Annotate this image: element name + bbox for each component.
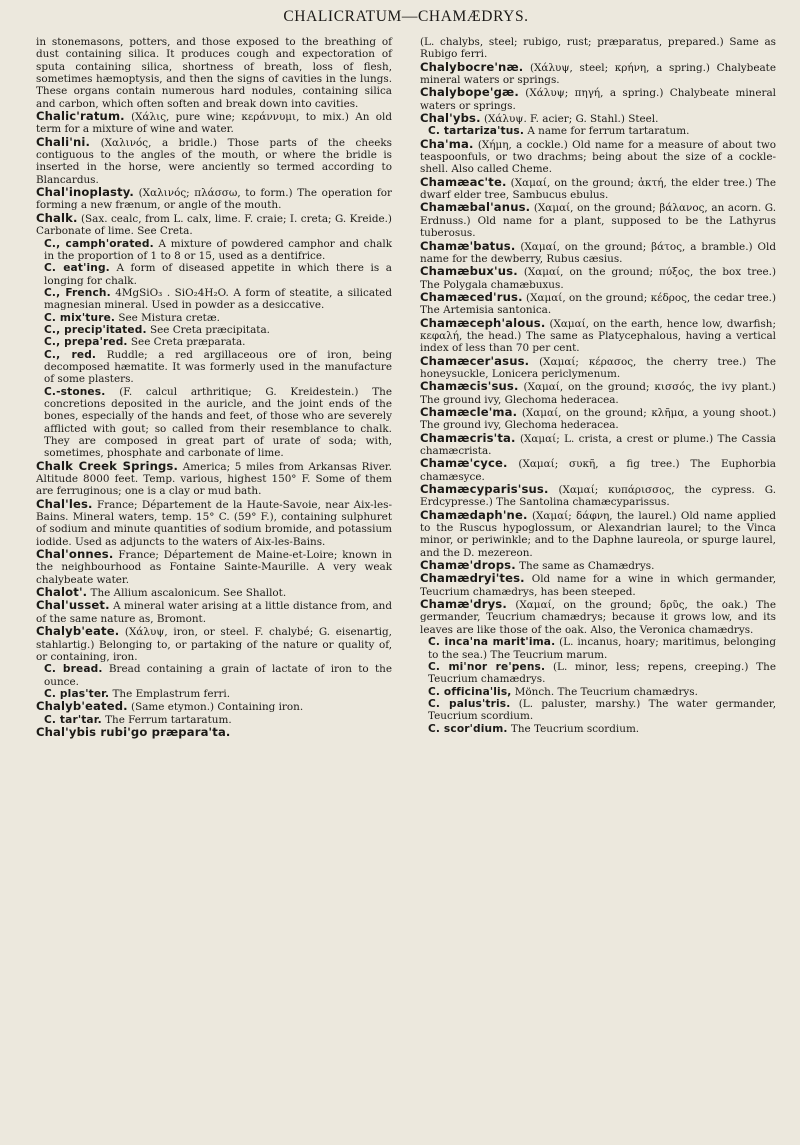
entry-headword: Chamæbux'us. <box>420 264 518 279</box>
entry-definition: A name for ferrum tartaratum. <box>527 125 690 138</box>
entry-definition: 4MgSiO₃ . SiO₂4H₂O. A form of steatite, a silicated magnesian mineral. Used in powder as a desiccative. <box>44 286 392 312</box>
entry-headword: Chamæcyparis'sus. <box>420 482 549 497</box>
entry-definition: (Χάλις, pure wine; κεράννυμι, to mix.) An old term for a mixture of wine and water. <box>36 111 392 136</box>
dictionary-entry <box>420 406 776 432</box>
entry-definition: (Χαλινός, a bridle.) Those parts of the cheeks contiguous to the angles of the mouth, or where the bridle is inserted in the horse, were anciently so termed according to Blancardus. <box>36 136 392 186</box>
entry-headword: Chamæ'drys. <box>420 597 507 612</box>
entry-definition: The Ferrum tartaratum. <box>105 713 232 726</box>
entry-headword: Chamæcle'ma. <box>420 404 518 419</box>
dictionary-entry <box>420 291 776 317</box>
dictionary-entry <box>36 212 392 238</box>
dictionary-entry <box>420 698 776 723</box>
entry-headword: Chal'ybis rubi'go præpara'ta. <box>36 724 231 739</box>
right-column <box>420 36 776 739</box>
entry-definition: Old name for a wine in which germander, Teucrium chamædrys, has been steeped. <box>420 573 776 598</box>
entry-headword: Chamæ'drops. <box>420 558 516 573</box>
entry-definition: France; Département de la Haute-Savoie, near Aix-les-Bains. Mineral waters, temp. 15° C. (59° F.), containing sulphuret of sodium and minute quantities of sodium bromide, and potassium iodide. Used as adjuncts to the waters of Aix-les-Bains. <box>36 498 392 548</box>
entry-headword: Chamæ'cyce. <box>420 456 508 471</box>
dictionary-entry <box>420 559 776 572</box>
dictionary-entry <box>36 238 392 263</box>
entry-headword: C., red. <box>44 348 97 361</box>
dictionary-entry <box>36 186 392 212</box>
dictionary-entry <box>36 349 392 386</box>
entry-headword: Chal'les. <box>36 496 93 511</box>
entry-definition: A mixture of powdered camphor and chalk in the proportion of 1 to 8 or 15, used as a dentifrice. <box>44 237 393 262</box>
dictionary-entry <box>36 324 392 336</box>
entry-definition: (Χαμαί; κέρασος, the cherry tree.) The honeysuckle, Lonicera periclymenum. <box>420 355 776 380</box>
entry-definition: (Χάλυψ; πηγή, a spring.) Chalybeate mineral waters or springs. <box>420 87 776 112</box>
entry-headword: C.-stones. <box>44 385 106 398</box>
entry-definition: The Teucrium scordium. <box>510 722 640 735</box>
dictionary-entry <box>36 663 392 688</box>
dictionary-entry <box>36 726 392 739</box>
entry-headword: Chamæced'rus. <box>420 289 523 304</box>
entry-definition: The same as Chamædrys. <box>519 560 655 573</box>
dictionary-entry <box>36 287 392 312</box>
entry-headword: C. palus'tris. <box>428 697 511 710</box>
entry-definition: (Same etymon.) Containing iron. <box>131 701 304 714</box>
dictionary-entry <box>36 36 392 110</box>
entry-definition: (Sax. cealc, from L. calx, lime. F. craie; I. creta; G. Kreide.) Carbonate of lime. See Creta. <box>36 212 392 238</box>
entry-definition: (Χάλυψ, iron, or steel. F. chalybé; G. eisenartig, stahlartig.) Belonging to, or partaking of the nature or quality of, or containing, iron. <box>36 626 392 663</box>
entry-definition: (Χαμαί, on the ground; βάλανος, an acorn. G. Erdnuss.) Old name for a plant, supposed to be the Lathyrus tuberosus. <box>420 202 777 240</box>
entry-headword: Chamædryi'tes. <box>420 571 525 586</box>
dictionary-entry <box>420 636 776 661</box>
entry-definition: (F. calcul arthritique; G. Kreidestein.) The concretions deposited in the auricle, and the joint ends of the bones, especially of the hands and feet, of those who are severely afflicted with gout; so called from their resemblance to chalk. They are composed in great part of urate of soda; with, sometimes, phosphate and carbonate of lime. <box>44 385 392 460</box>
dictionary-entry <box>420 317 776 355</box>
entry-headword: Cha'ma. <box>420 136 474 151</box>
entry-headword: Chamædaph'ne. <box>420 507 528 522</box>
dictionary-entry <box>420 457 776 483</box>
entry-definition: (Χαμαί, on the ground; βάτος, a bramble.) Old name for the dewberry, Rubus cæsius. <box>420 240 777 265</box>
entry-headword: Chalybocre'næ. <box>420 59 524 74</box>
entry-headword: Chalic'ratum. <box>36 109 125 124</box>
entry-definition: The Allium ascalonicum. See Shallot. <box>90 587 287 600</box>
dictionary-entry <box>36 586 392 599</box>
dictionary-entry <box>420 572 776 598</box>
entry-definition: The Emplastrum ferri. <box>112 687 231 700</box>
entry-definition: (L. chalybs, steel; rubigo, rust; præparatus, prepared.) Same as Rubigo ferri. <box>420 36 776 61</box>
entry-definition: (Χάλυψ, steel; κρήνη, a spring.) Chalybeate mineral waters or springs. <box>420 61 776 87</box>
entry-headword: Chalot'. <box>36 585 88 600</box>
entry-definition: (Χαμαί; L. crista, a crest or plume.) The Cassia chamæcrista. <box>420 432 776 457</box>
entry-headword: C. eat'ing. <box>44 262 110 275</box>
entry-definition: (Χάλυψ. F. acier; G. Stahl.) Steel. <box>483 113 659 126</box>
entry-definition: (L. paluster, marshy.) The water germander, Teucrium scordium. <box>428 697 776 723</box>
entry-headword: C. mi'nor re'pens. <box>428 660 546 673</box>
dictionary-entry <box>36 460 392 498</box>
dictionary-entry <box>36 110 392 136</box>
dictionary-entry <box>420 176 776 202</box>
entry-definition: (Χαμαί, on the ground; κέδρος, the cedar tree.) The Artemisia santonica. <box>420 291 777 317</box>
entry-definition: France; Département de Maine-et-Loire; known in the neighbourhood as Fontaine Sainte-Maurille. A very weak chalybeate water. <box>36 549 392 586</box>
entry-definition: See Creta præcipitata. <box>149 323 270 336</box>
entry-definition: (Χαμαί, on the ground; δρῦς, the oak.) The germander, Teucrium chamædrys; because it grows low, and its leaves are like those of the oak. Also, the Veronica chamædrys. <box>420 599 776 636</box>
dictionary-entry <box>36 498 392 548</box>
running-header: CHALICRATUM—CHAMÆDRYS. <box>283 8 529 25</box>
entry-headword: Chalyb'eate. <box>36 624 120 639</box>
entry-headword: Chalyb'eated. <box>36 699 128 714</box>
entry-definition: (Χαμαί, on the ground; πύξος, the box tree.) The Polygala chamæbuxus. <box>420 266 777 291</box>
entry-headword: Chamæcer'asus. <box>420 353 530 368</box>
entry-definition: A form of diseased appetite in which there is a longing for chalk. <box>44 262 392 287</box>
entry-headword: Chalk. <box>36 210 78 225</box>
dictionary-entry <box>36 336 392 348</box>
entry-headword: C., prepa'red. <box>44 336 128 349</box>
entry-headword: C. tar'tar. <box>44 713 102 726</box>
entry-definition: (Χαμαί, on the ground; ἀκτή, the elder tree.) The dwarf elder tree, Sambucus ebulus. <box>420 176 776 202</box>
entry-definition: America; 5 miles from Arkansas River. Altitude 8000 feet. Temp. various, highest 150° F. Some of them are ferruginous; one is a clay or mud bath. <box>36 460 392 498</box>
entry-headword: Chal'inoplasty. <box>36 185 134 200</box>
entry-headword: C. scor'dium. <box>428 722 508 735</box>
entry-definition: (Χαμαί, on the ground; κλῆμα, a young shoot.) The ground ivy, Glechoma hederacea. <box>420 406 776 432</box>
entry-headword: C. tartariza'tus. <box>428 125 525 138</box>
dictionary-entry <box>420 509 776 559</box>
entry-headword: C. officina'lis, <box>428 685 512 698</box>
dictionary-entry <box>420 723 776 735</box>
columns <box>36 36 776 739</box>
dictionary-entry <box>420 598 776 636</box>
dictionary-entry <box>420 483 776 509</box>
entry-headword: Chal'usset. <box>36 598 110 613</box>
entry-headword: Chamæbal'anus. <box>420 200 531 215</box>
entry-definition: (Χαλινός; πλάσσω, to form.) The operation for forming a new frænum, or angle of the mouth. <box>36 187 392 212</box>
dictionary-entry <box>420 661 776 686</box>
dictionary-entry <box>420 380 776 406</box>
dictionary-entry <box>420 112 776 125</box>
dictionary-entry <box>420 265 776 291</box>
entry-definition: (Χαμαί; κυπάρισσος, the cypress. G. Erdcypresse.) The Santolina chamæcyparissus. <box>420 484 776 509</box>
entry-headword: Chalybope'gæ. <box>420 85 519 100</box>
entry-definition: See Creta præparata. <box>130 336 246 349</box>
dictionary-entry <box>420 240 776 266</box>
dictionary-entry <box>36 548 392 586</box>
entry-definition: (Χήμη, a cockle.) Old name for a measure of about two teaspoonfuls, or two drachms; being about the size of a cockle-shell. Also called Cheme. <box>420 138 776 176</box>
entry-headword: C. plas'ter. <box>44 687 110 700</box>
left-column <box>36 36 392 739</box>
entry-definition: (Χαμαί, on the earth, hence low, dwarfish; κεφαλή, the head.) The same as Platycephalous, having a vertical index of less than 70 per cent. <box>420 317 776 355</box>
entry-headword: C. inca'na marit'ima. <box>428 636 556 649</box>
dictionary-entry <box>420 36 776 61</box>
entry-definition: (Χαμαί; συκῆ, a fig tree.) The Euphorbia chamæsyce. <box>420 458 776 483</box>
dictionary-entry <box>420 61 776 87</box>
entry-definition: Bread containing a grain of lactate of iron to the ounce. <box>44 663 392 688</box>
entry-headword: C., French. <box>44 286 111 299</box>
dictionary-entry <box>420 355 776 381</box>
entry-definition: (L. incanus, hoary; maritimus, belonging to the sea.) The Teucrium marum. <box>428 636 776 661</box>
entry-definition: See Mistura cretæ. <box>118 311 220 324</box>
entry-headword: Chal'ybs. <box>420 111 481 126</box>
entry-headword: Chamæceph'alous. <box>420 315 546 330</box>
dictionary-entry <box>36 386 392 460</box>
entry-headword: Chamæ'batus. <box>420 238 516 253</box>
entry-definition: (L. minor, less; repens, creeping.) The Teucrium chamædrys. <box>428 660 776 686</box>
entry-headword: Chamæcris'ta. <box>420 430 516 445</box>
entry-headword: C. bread. <box>44 663 103 676</box>
dictionary-entry <box>420 201 776 239</box>
dictionary-entry <box>420 686 776 698</box>
entry-headword: C. mix'ture. <box>44 311 116 324</box>
entry-definition: Mönch. The Teucrium chamædrys. <box>514 685 698 698</box>
dictionary-entry <box>420 138 776 176</box>
dictionary-entry <box>36 599 392 625</box>
entry-definition: Ruddle; a red argillaceous ore of iron, being decomposed hæmatite. It was formerly used in the manufacture of some plasters. <box>44 348 392 386</box>
dictionary-entry <box>36 700 392 713</box>
entry-definition: in stonemasons, potters, and those exposed to the breathing of dust containing silica. It produces cough and expectoration of sputa containing silica, shortness of breath, loss of flesh, sometimes hæmoptysis, and then the signs of cavities in the lungs. These organs contain numerous hard nodules, containing silica and carbon, which often soften and break down into cavities. <box>36 36 392 110</box>
dictionary-entry <box>36 262 392 287</box>
dictionary-entry <box>36 625 392 663</box>
entry-headword: Chal'onnes. <box>36 547 114 562</box>
entry-headword: C., camph'orated. <box>44 237 154 250</box>
entry-headword: Chali'ni. <box>36 134 91 149</box>
entry-headword: Chamæcis'sus. <box>420 379 519 394</box>
entry-headword: C., precip'itated. <box>44 323 147 336</box>
entry-headword: Chalk Creek Springs. <box>36 458 179 473</box>
entry-headword: Chamæac'te. <box>420 174 507 189</box>
entry-definition: A mineral water arising at a little distance from, and of the same nature as, Bromont. <box>36 600 392 625</box>
dictionary-entry <box>420 432 776 458</box>
dictionary-entry <box>420 86 776 112</box>
entry-definition: (Χαμαί, on the ground; κισσός, the ivy plant.) The ground ivy, Glechoma hederacea. <box>420 381 776 406</box>
dictionary-entry <box>36 312 392 324</box>
dictionary-entry <box>36 136 392 186</box>
entry-definition: (Χαμαί; δάφνη, the laurel.) Old name applied to the Ruscus hypoglossum, or Alexandrian laurel; to the Vinca minor, or periwinkle; and to the Daphne laureola, or spurge laurel, and the D. mezereon. <box>420 509 776 559</box>
